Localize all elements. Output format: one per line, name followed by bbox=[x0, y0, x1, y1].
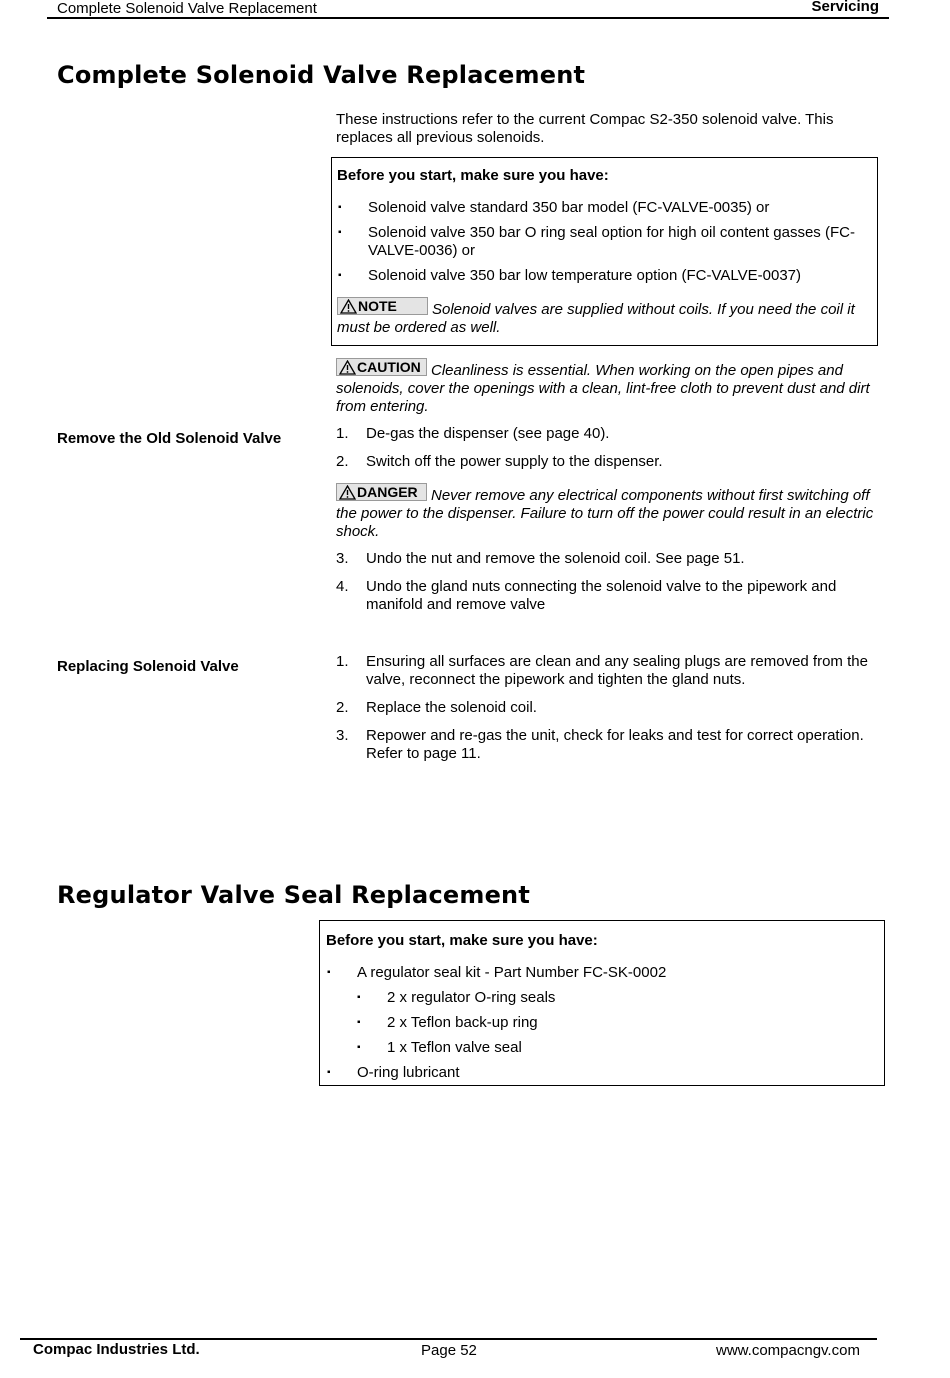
header-rule bbox=[47, 17, 889, 19]
footer-website: www.compacngv.com bbox=[716, 1342, 860, 1359]
caution-label: CAUTION bbox=[357, 359, 421, 375]
list-item: 2. Replace the solenoid coil. bbox=[336, 699, 537, 716]
list-item: 1. Ensuring all surfaces are clean and any sealing plugs are removed from the valve, reconnect the pipework and tighten the gland nuts. bbox=[336, 653, 868, 688]
regulator-prerequisites-box bbox=[319, 920, 885, 1086]
section-title-solenoid: Complete Solenoid Valve Replacement bbox=[57, 61, 586, 89]
bullet-icon: ▪ bbox=[327, 967, 331, 978]
running-header-title: Complete Solenoid Valve Replacement bbox=[57, 0, 317, 17]
bullet-icon: ▪ bbox=[338, 227, 342, 238]
danger-text: Never remove any electrical components without first switching off the power to the dispenser. Failure to turn off the power could result in an electric shock. bbox=[336, 487, 874, 540]
bullet-icon: ▪ bbox=[357, 1017, 361, 1028]
note-block bbox=[337, 297, 872, 337]
remove-steps-b bbox=[336, 550, 876, 624]
warning-triangle-icon bbox=[339, 360, 356, 375]
list-item: 3. Undo the nut and remove the solenoid coil. See page 51. bbox=[336, 550, 745, 567]
footer-page-number: Page 52 bbox=[421, 1342, 477, 1359]
note-text: Solenoid valves are supplied without coils. If you need the coil it must be ordered as well. bbox=[337, 301, 855, 336]
running-header-section: Servicing bbox=[811, 0, 879, 15]
regulator-prerequisites-title: Before you start, make sure you have: bbox=[326, 932, 598, 949]
list-item: 3. Repower and re-gas the unit, check for leaks and test for correct operation. Refer to page 11. bbox=[336, 727, 864, 762]
list-item: ▪ O-ring lubricant bbox=[327, 1064, 460, 1081]
prerequisites-box bbox=[331, 157, 878, 346]
intro-paragraph: These instructions refer to the current Compac S2-350 solenoid valve. This replaces all previous solenoids. bbox=[336, 111, 834, 146]
list-item: ▪ 2 x regulator O-ring seals bbox=[357, 989, 556, 1006]
list-item: ▪ 2 x Teflon back-up ring bbox=[357, 1014, 538, 1031]
bullet-icon: ▪ bbox=[338, 270, 342, 281]
note-tag bbox=[337, 297, 428, 315]
replace-steps bbox=[336, 653, 876, 773]
danger-label: DANGER bbox=[357, 484, 418, 500]
remove-steps-a bbox=[336, 425, 876, 481]
remove-heading: Remove the Old Solenoid Valve bbox=[57, 430, 282, 447]
list-item: 2. Switch off the power supply to the dispenser. bbox=[336, 453, 663, 470]
danger-block bbox=[336, 483, 876, 541]
list-item: 4. Undo the gland nuts connecting the solenoid valve to the pipework and manifold and remove valve bbox=[336, 578, 837, 613]
bullet-icon: ▪ bbox=[327, 1067, 331, 1078]
section-title-regulator: Regulator Valve Seal Replacement bbox=[57, 881, 531, 909]
warning-triangle-icon bbox=[339, 485, 356, 500]
bullet-icon: ▪ bbox=[357, 1042, 361, 1053]
list-item: ▪ Solenoid valve standard 350 bar model (FC-VALVE-0035) or bbox=[338, 199, 770, 216]
list-item: ▪ 1 x Teflon valve seal bbox=[357, 1039, 522, 1056]
replace-heading: Replacing Solenoid Valve bbox=[57, 658, 239, 675]
danger-tag bbox=[336, 483, 427, 501]
list-item: ▪ A regulator seal kit - Part Number FC-SK-0002 bbox=[327, 964, 667, 981]
caution-text: Cleanliness is essential. When working on the open pipes and solenoids, cover the openings with a clean, lint-free cloth to prevent dust and dirt from entering. bbox=[336, 362, 870, 415]
caution-tag bbox=[336, 358, 427, 376]
bullet-icon: ▪ bbox=[338, 202, 342, 213]
caution-block bbox=[336, 358, 876, 416]
warning-triangle-icon bbox=[340, 299, 357, 314]
list-item: ▪ Solenoid valve 350 bar low temperature option (FC-VALVE-0037) bbox=[338, 267, 802, 284]
footer-company: Compac Industries Ltd. bbox=[33, 1341, 200, 1358]
list-item: ▪ Solenoid valve 350 bar O ring seal option for high oil content gasses (FC-VALVE-0036) or bbox=[338, 224, 855, 259]
prerequisites-title: Before you start, make sure you have: bbox=[337, 167, 609, 184]
footer-rule bbox=[20, 1338, 877, 1340]
bullet-icon: ▪ bbox=[357, 992, 361, 1003]
note-label: NOTE bbox=[358, 298, 397, 314]
list-item: 1. De-gas the dispenser (see page 40). bbox=[336, 425, 610, 442]
